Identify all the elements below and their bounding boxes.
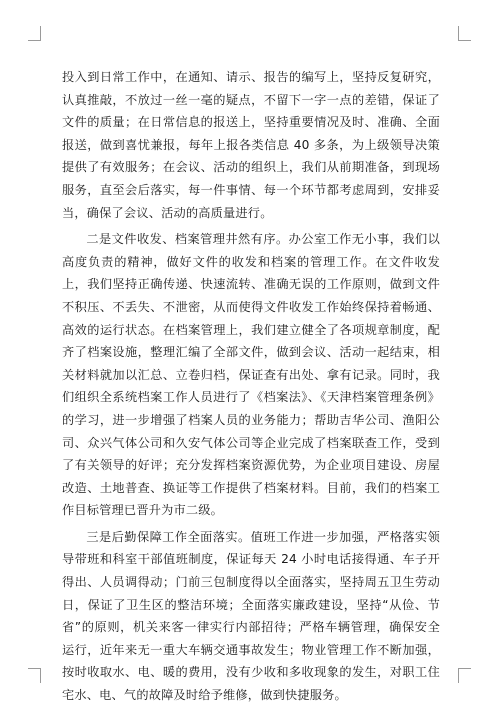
paragraph-continuation: 投入到日常工作中，在通知、请示、报告的编写上，坚持反复研究，认真推敲，不放过一丝一毫的疑点，不留下一字一点的差错，保证了文件的质量；在日常信息的报送上，坚持重要情况及时、准确、全面报送，做到喜忧兼报，每年上报各类信息 40 多条，为上级领导决策提供了有效服务；在会议、活动的组织上，我们从前期准备，到现场服务，直至会后落实，每一件事情、每一个环节都考虑周到，安排妥当，确保了会议、活动的高质量进行。: [62, 70, 440, 220]
crop-mark-bottom-right: [458, 668, 471, 683]
paragraph-file-archive-management: 二是文件收发、档案管理井然有序。办公室工作无小事，我们以高度负责的精神，做好文件的收发和档案的管理工作。在文件收发上，我们坚持正确传递、快速流转、准确无误的工作原则，做到文件不积压、不丢失、不泄密，从而使得文件收发工作始终保持着畅通、高效的运行状态。在档案管理上，我们建立健全了各项规章制度，配齐了档案设施，整理汇编了全部文件，做到会议、活动一起结束，相关材料就加以汇总、立卷归档，保证查有出处、拿有记录。同时，我们组织全系统档案工作人员进行了《档案法》、《天津档案管理条例》的学习，进一步增强了档案人员的业务能力；帮助吉华公司、渔阳公司、众兴气体公司和久安气体公司等企业完成了档案联查工作，受到了有关领导的好评；充分发挥档案资源优势，为企业项目建设、房屋改造、土地普查、换证等工作提供了档案材料。目前，我们的档案工作目标管理已晋升为市二级。: [62, 232, 440, 518]
document-body: [62, 66, 440, 711]
crop-mark-top-right: [458, 26, 471, 41]
crop-mark-bottom-left: [28, 668, 41, 683]
paragraph-logistics-support: 三是后勤保障工作全面落实。值班工作进一步加强，严格落实领导带班和科室干部值班制度，保证每天 24 小时电话接得通、车子开得出、人员调得动；门前三包制度得以全面落实，坚持周五卫生劳动日，保证了卫生区的整洁环境；全面落实廉政建设，坚持“从俭、节省”的原则，机关来客一律实行内部招待；严格车辆管理，确保安全运行，近年来无一重大车辆交通事故发生；物业管理工作不断加强，按时收取水、电、暖的费用，没有少收和多收现象的发生，对职工住宅水、电、气的故障及时给予维修，做到快捷服务。: [62, 529, 440, 703]
crop-mark-top-left: [28, 26, 41, 41]
